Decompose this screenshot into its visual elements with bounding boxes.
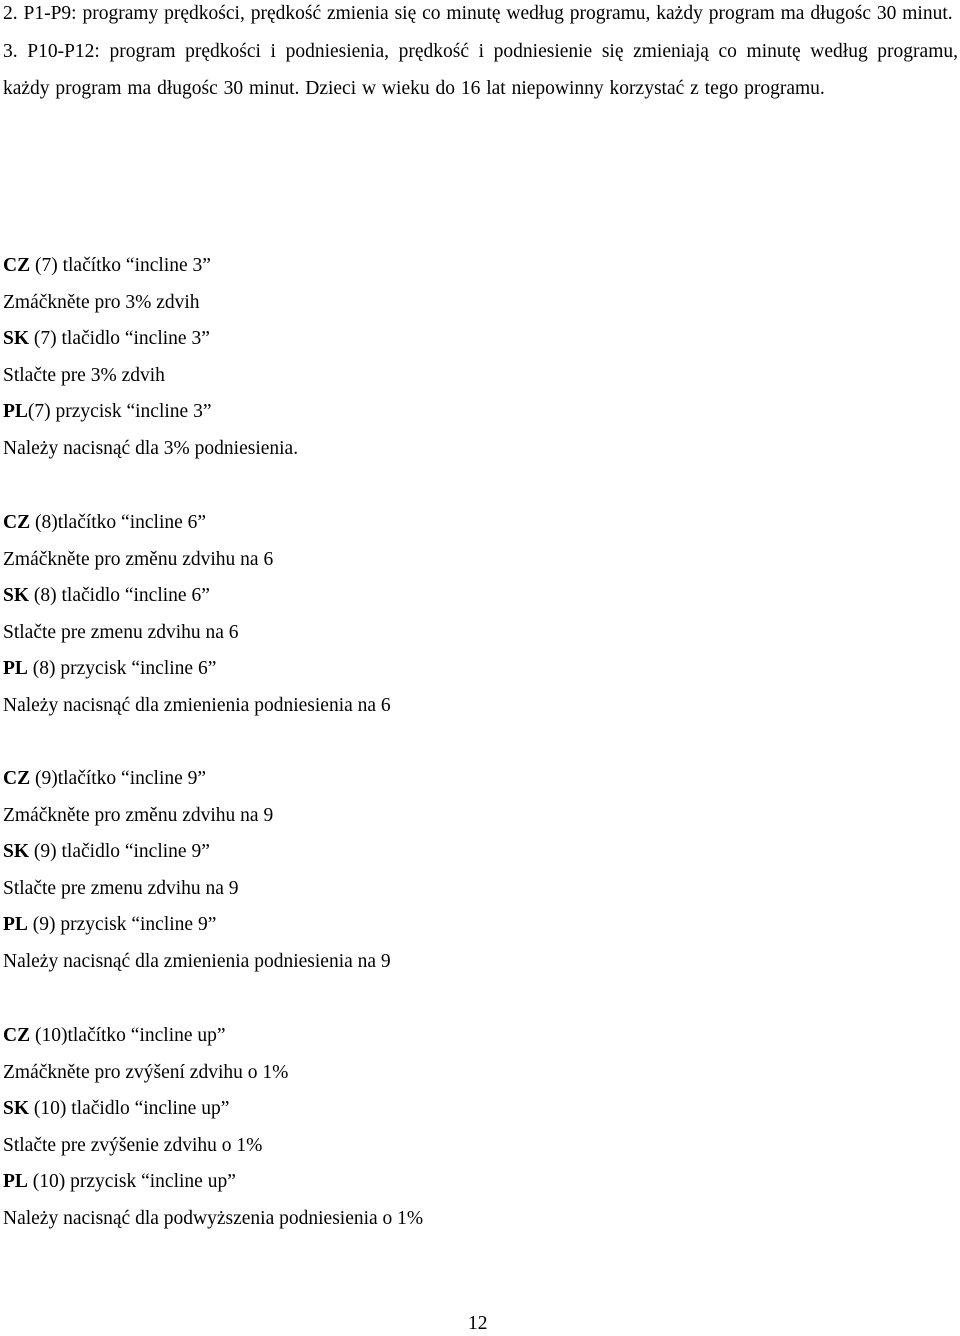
pl-language-label: PL bbox=[3, 658, 28, 679]
cz-button-name: (7) tlačítko “incline 3” bbox=[30, 255, 211, 276]
program-item-3: 3. P10-P12: program prędkości i podniesienia, prędkość i podniesienie się zmieniają co minutę według programu, każdy program ma długośc 30 minut. Dzieci w wieku do 16 lat niepowinny korzystać z tego programu. bbox=[3, 40, 958, 99]
cz-language-label: CZ bbox=[3, 768, 31, 789]
pl-description: Należy nacisnąć dla zmienienia podniesienia na 9 bbox=[3, 950, 391, 972]
cz-description: Zmáčkněte pro změnu zdvihu na 9 bbox=[3, 804, 274, 826]
cz-description: Zmáčkněte pro 3% zdvih bbox=[3, 291, 200, 313]
cz-button-line bbox=[3, 767, 206, 791]
cz-description: Zmáčkněte pro zvýšení zdvihu o 1% bbox=[3, 1061, 289, 1083]
cz-button-name: (10)tlačítko “incline up” bbox=[30, 1025, 226, 1046]
pl-button-line bbox=[3, 913, 216, 937]
pl-button-name: (7) przycisk “incline 3” bbox=[27, 401, 212, 422]
sk-button-line bbox=[3, 327, 210, 351]
sk-description: Stlačte pre zmenu zdvihu na 6 bbox=[3, 621, 239, 643]
pl-button-name: (8) przycisk “incline 6” bbox=[27, 658, 217, 679]
sk-description: Stlačte pre 3% zdvih bbox=[3, 364, 165, 386]
sk-description: Stlačte pre zmenu zdvihu na 9 bbox=[3, 877, 239, 899]
program-description bbox=[3, 0, 958, 108]
pl-button-name: (9) przycisk “incline 9” bbox=[27, 914, 217, 935]
sk-language-label: SK bbox=[3, 328, 30, 349]
pl-description: Należy nacisnąć dla 3% podniesienia. bbox=[3, 437, 299, 459]
sk-language-label: SK bbox=[3, 1098, 30, 1119]
pl-description: Należy nacisnąć dla zmienienia podniesienia na 6 bbox=[3, 694, 391, 716]
sk-language-label: SK bbox=[3, 841, 30, 862]
cz-button-line bbox=[3, 1024, 226, 1048]
pl-button-line bbox=[3, 400, 211, 424]
pl-language-label: PL bbox=[3, 1171, 28, 1192]
cz-button-line bbox=[3, 511, 206, 535]
program-item-2: 2. P1-P9: programy prędkości, prędkość zmienia się co minutę według programu, każdy program ma długośc 30 minut. bbox=[3, 3, 953, 24]
page-number: 12 bbox=[468, 1313, 488, 1334]
cz-language-label: CZ bbox=[3, 255, 31, 276]
pl-button-line bbox=[3, 1170, 236, 1194]
cz-description: Zmáčkněte pro změnu zdvihu na 6 bbox=[3, 548, 274, 570]
sk-language-label: SK bbox=[3, 585, 30, 606]
cz-button-name: (8)tlačítko “incline 6” bbox=[30, 512, 207, 533]
pl-language-label: PL bbox=[3, 401, 28, 422]
cz-language-label: CZ bbox=[3, 1025, 31, 1046]
pl-description: Należy nacisnąć dla podwyższenia podniesienia o 1% bbox=[3, 1207, 424, 1229]
sk-button-line bbox=[3, 840, 210, 864]
sk-button-line bbox=[3, 584, 210, 608]
pl-button-line bbox=[3, 657, 216, 681]
sk-button-name: (10) tlačidlo “incline up” bbox=[29, 1098, 230, 1119]
pl-language-label: PL bbox=[3, 914, 28, 935]
cz-button-name: (9)tlačítko “incline 9” bbox=[30, 768, 207, 789]
cz-button-line bbox=[3, 254, 211, 278]
sk-button-name: (9) tlačidlo “incline 9” bbox=[29, 841, 210, 862]
sk-button-name: (8) tlačidlo “incline 6” bbox=[29, 585, 210, 606]
pl-button-name: (10) przycisk “incline up” bbox=[27, 1171, 236, 1192]
sk-description: Stlačte pre zvýšenie zdvihu o 1% bbox=[3, 1134, 263, 1156]
sk-button-name: (7) tlačidlo “incline 3” bbox=[29, 328, 210, 349]
cz-language-label: CZ bbox=[3, 512, 31, 533]
sk-button-line bbox=[3, 1097, 229, 1121]
